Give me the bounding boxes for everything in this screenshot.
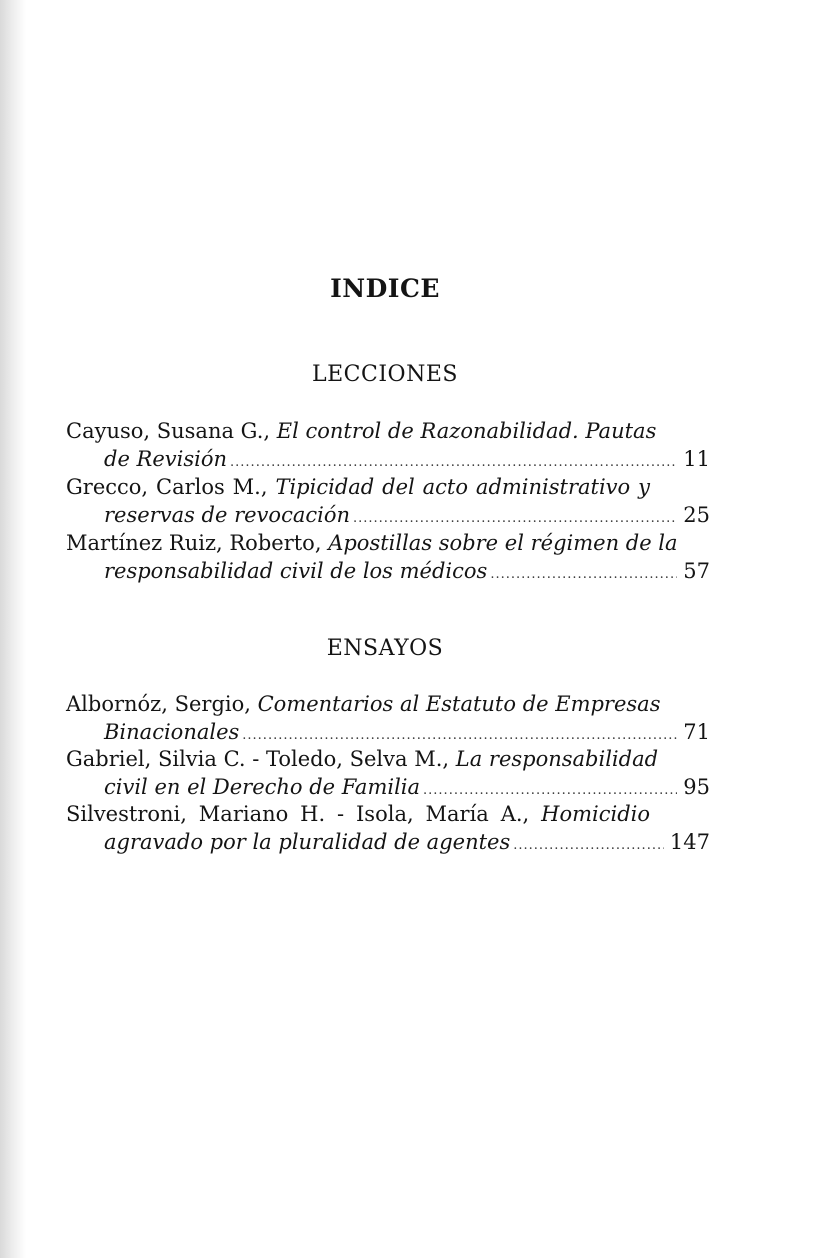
entry-first-line [66, 690, 661, 718]
entry-title-continued: de Revisión [104, 447, 228, 471]
entry-author: Silvestroni, Mariano H. - Isola, María A., [66, 802, 530, 826]
entry-title: Tipicidad del acto administrativo y [275, 475, 650, 499]
entry-title: Comentarios al Estatuto de Empresas [257, 692, 661, 716]
entry-author: Martínez Ruiz, Roberto, [66, 531, 322, 555]
dot-leader [513, 832, 664, 860]
entry-page-number: 11 [683, 447, 710, 471]
page-title: INDICE [330, 274, 440, 303]
entry-page-number: 25 [683, 503, 710, 527]
entry-second-line [66, 828, 710, 860]
dot-leader [490, 561, 677, 589]
entry-title-continued: responsabilidad civil de los médicos [104, 559, 488, 583]
entry-page-number: 71 [683, 720, 710, 744]
entry-first-line [66, 417, 657, 445]
entry-first-line [66, 745, 659, 773]
toc-entry[interactable] [66, 690, 710, 750]
toc-entry[interactable] [66, 529, 710, 589]
entry-title-continued: Binacionales [104, 720, 240, 744]
entry-title-continued: civil en el Derecho de Familia [104, 775, 421, 799]
toc-entry[interactable] [66, 417, 710, 477]
entry-first-line [66, 473, 650, 501]
entry-author: Albornóz, Sergio, [66, 692, 251, 716]
entry-title-continued: agravado por la pluralidad de agentes [104, 830, 511, 854]
entry-page-number: 95 [683, 775, 710, 799]
entry-second-line [66, 557, 710, 589]
entry-first-line [66, 800, 650, 828]
entry-page-number: 57 [683, 559, 710, 583]
entry-title: La responsabilidad [455, 747, 659, 771]
entry-author: Gabriel, Silvia C. - Toledo, Selva M., [66, 747, 450, 771]
toc-entry[interactable] [66, 800, 710, 860]
entry-first-line [66, 529, 678, 557]
entry-title: Apostillas sobre el régimen de la [328, 531, 678, 555]
page-edge-shadow [0, 0, 26, 1258]
toc-entry[interactable] [66, 745, 710, 805]
entry-title: El control de Razonabilidad. Pautas [276, 419, 657, 443]
entry-page-number: 147 [669, 830, 710, 854]
entry-author: Cayuso, Susana G., [66, 419, 271, 443]
entry-author: Grecco, Carlos M., [66, 475, 268, 499]
entry-title-continued: reservas de revocación [104, 503, 350, 527]
toc-entry[interactable] [66, 473, 710, 533]
entry-title: Homicidio [541, 802, 650, 826]
section-heading-ensayos: ENSAYOS [326, 636, 444, 661]
section-heading-lecciones: LECCIONES [312, 362, 458, 387]
